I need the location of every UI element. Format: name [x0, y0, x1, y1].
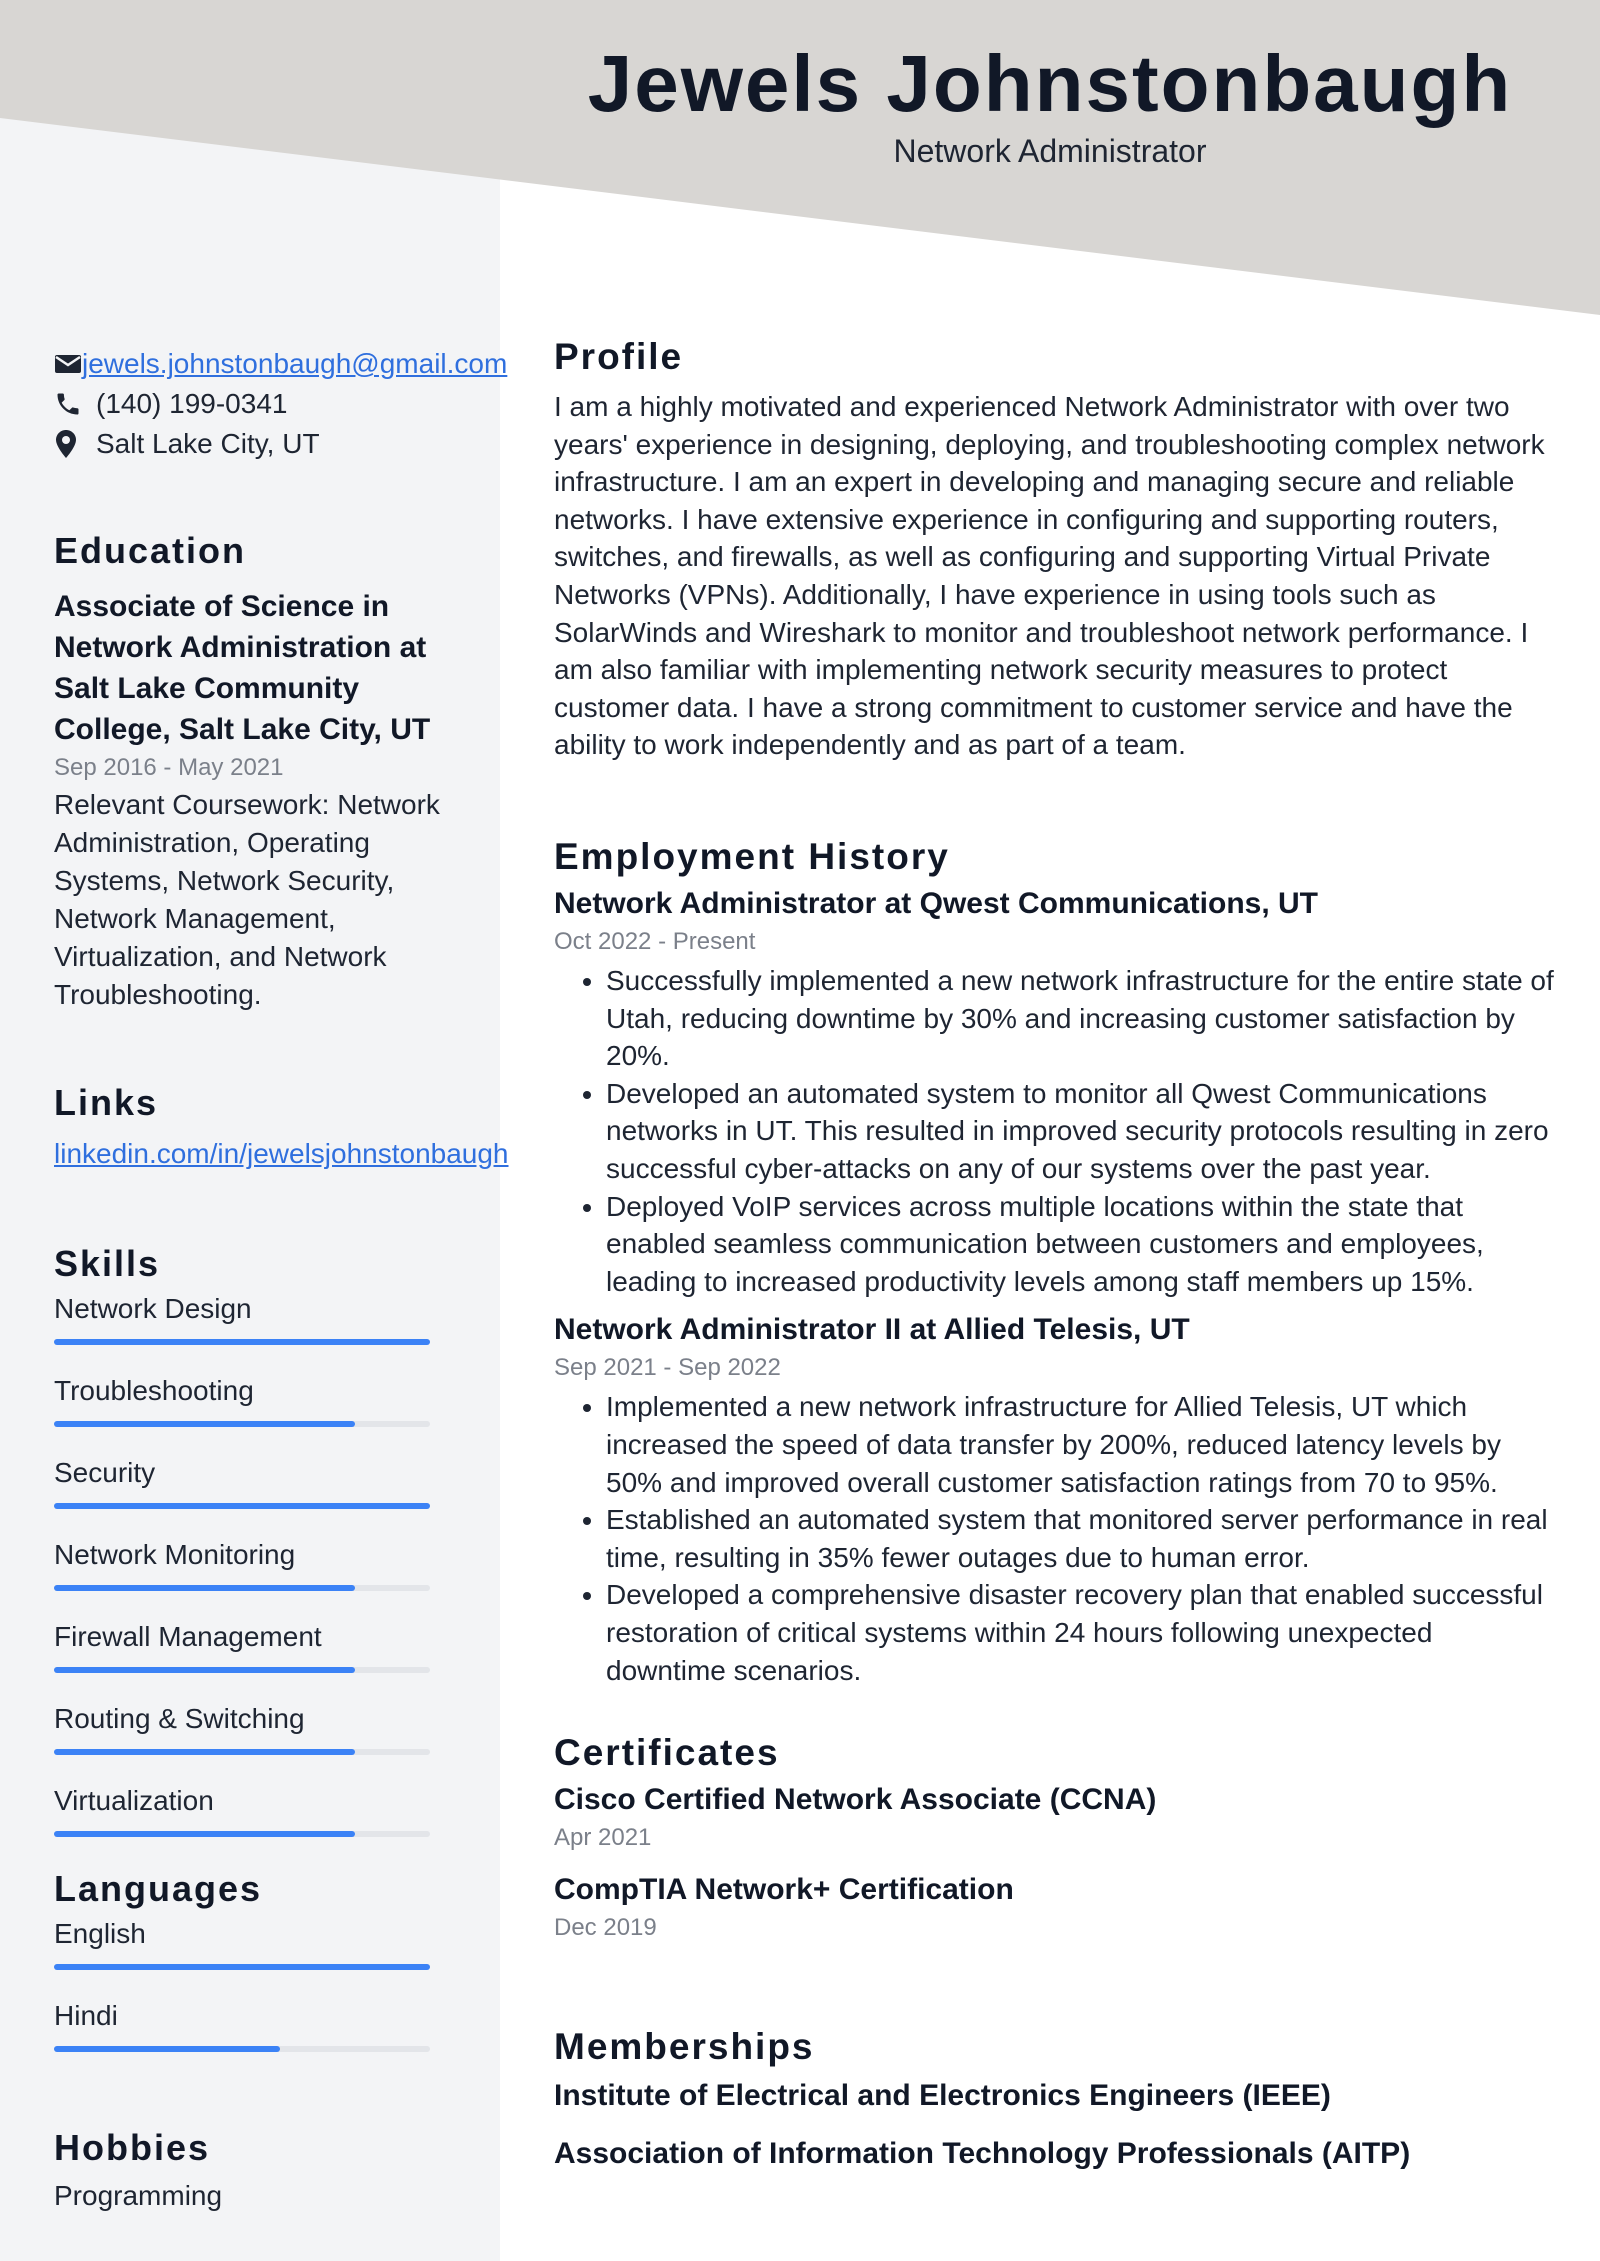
education-degree: Associate of Science in Network Administration at Salt Lake Community College, Salt Lake City, UT — [54, 590, 431, 746]
job-bullet: • Deployed VoIP services across multiple locations within the state that enabled seamless communication between customers and employees, leading to increased productivity levels among staff members up 15%. — [606, 1188, 1554, 1301]
envelope-icon — [54, 353, 82, 375]
job-bullet: • Developed an automated system to monitor all Qwest Communications networks in UT. This resulted in improved security protocols resulting in zero successful cyber-attacks on any of our systems over the past year. — [606, 1075, 1554, 1188]
phone-icon — [54, 390, 96, 418]
memberships-heading: Memberships — [554, 2026, 815, 2067]
job-entry — [554, 884, 1554, 1300]
skill-level-fill — [54, 1749, 355, 1755]
skills-list — [54, 1289, 494, 1837]
email-link[interactable]: jewels.johnstonbaugh@gmail.com — [82, 348, 508, 379]
links-section — [54, 1082, 509, 1170]
languages-section — [54, 1868, 494, 2078]
employment-heading: Employment History — [554, 836, 950, 877]
profile-heading: Profile — [554, 336, 684, 377]
certificate-name: CompTIA Network+ Certification — [554, 1873, 1014, 1906]
contact-phone-row — [54, 384, 494, 424]
candidate-name: Jewels Johnstonbaugh — [587, 39, 1513, 128]
skill-name: Firewall Management — [54, 1621, 322, 1652]
skill-name: Routing & Switching — [54, 1703, 305, 1734]
certificate-entry — [554, 1870, 1554, 1946]
skill-level-fill — [54, 1503, 430, 1509]
skill-item — [54, 1617, 494, 1673]
profile-text: I am a highly motivated and experienced Network Administrator with over two years' experience in designing, deploying, and troubleshooting complex network infrastructure. I am an expert in developing and managing secure and reliable networks. I have extensive experience in configuring and supporting routers, switches, and firewalls, as well as configuring and supporting Virtual Private Networks (VPNs). Additionally, I have experience in using tools such as SolarWinds and Wireshark to monitor and troubleshoot network performance. I am also familiar with implementing network security measures to protect customer data. I have a strong commitment to customer service and have the ability to work independently and as part of a team. — [554, 391, 1545, 761]
job-dates: Sep 2021 - Sep 2022 — [554, 1354, 781, 1382]
language-level-bar — [54, 2046, 430, 2052]
membership-item: Association of Information Technology Professionals (AITP) — [554, 2137, 1411, 2170]
skill-name: Network Design — [54, 1293, 252, 1324]
skill-level-bar — [54, 1585, 430, 1591]
education-description: Relevant Coursework: Network Administration, Operating Systems, Network Security, Network Management, Virtualization, and Network Troubleshooting. — [54, 789, 440, 1010]
skill-level-fill — [54, 1667, 355, 1673]
contact-location-row — [54, 424, 494, 464]
job-entry — [554, 1310, 1554, 1689]
linkedin-link[interactable]: linkedin.com/in/jewelsjohnstonbaugh — [54, 1138, 509, 1169]
memberships-section — [554, 2026, 1554, 2192]
skill-level-bar — [54, 1339, 430, 1345]
skill-name: Security — [54, 1457, 156, 1488]
skill-item — [54, 1699, 494, 1755]
skill-item — [54, 1371, 494, 1427]
skill-level-bar — [54, 1421, 430, 1427]
certificates-heading: Certificates — [554, 1732, 780, 1773]
skill-name: Troubleshooting — [54, 1375, 254, 1406]
skill-level-bar — [54, 1831, 430, 1837]
job-bullet: • Developed a comprehensive disaster recovery plan that enabled successful restoration of critical systems within 24 hours following unexpected downtime scenarios. — [606, 1576, 1554, 1689]
language-name: English — [54, 1918, 146, 1949]
profile-section — [554, 336, 1554, 764]
language-item — [54, 1996, 494, 2052]
links-heading: Links — [54, 1082, 159, 1123]
job-bullet: • Successfully implemented a new network infrastructure for the entire state of Utah, reducing downtime by 30% and increasing customer satisfaction by 20%. — [606, 962, 1554, 1075]
job-title: Network Administrator at Qwest Communications, UT — [554, 887, 1318, 920]
skill-item — [54, 1453, 494, 1509]
job-bullet: • Implemented a new network infrastructure for Allied Telesis, UT which increased the speed of data transfer by 200%, reduced latency levels by 50% and improved overall customer satisfaction ratings from 70 to 95%. — [606, 1388, 1554, 1501]
job-title: Network Administrator II at Allied Telesis, UT — [554, 1313, 1190, 1347]
skill-level-fill — [54, 1421, 355, 1427]
map-pin-icon — [54, 429, 96, 459]
hobbies-heading: Hobbies — [54, 2127, 211, 2168]
education-section — [54, 530, 494, 1014]
job-dates: Oct 2022 - Present — [554, 928, 756, 955]
job-bullet: • Established an automated system that monitored server performance in real time, resulting in 35% fewer outages due to human error. — [606, 1501, 1554, 1576]
skill-level-fill — [54, 1339, 430, 1345]
employment-section — [554, 836, 1554, 1689]
skill-level-fill — [54, 1831, 355, 1837]
language-item — [54, 1914, 494, 1970]
job-bullets — [554, 962, 1554, 1300]
skill-item — [54, 1289, 494, 1345]
contact-email-row — [54, 344, 508, 384]
languages-list — [54, 1914, 494, 2052]
language-level-bar — [54, 1964, 430, 1970]
hobbies-section — [54, 2127, 494, 2215]
skill-level-bar — [54, 1749, 430, 1755]
languages-heading: Languages — [54, 1868, 263, 1909]
skill-level-bar — [54, 1503, 430, 1509]
skills-heading: Skills — [54, 1243, 161, 1284]
certificates-section — [554, 1732, 1554, 1946]
language-level-fill — [54, 2046, 280, 2052]
certificate-name: Cisco Certified Network Associate (CCNA) — [554, 1783, 1157, 1816]
contact-section — [54, 344, 508, 464]
skill-item — [54, 1535, 494, 1591]
certificate-date: Dec 2019 — [554, 1914, 657, 1941]
job-bullets — [554, 1388, 1554, 1689]
job-title-header: Network Administrator — [893, 133, 1207, 169]
skill-level-bar — [54, 1667, 430, 1673]
language-name: Hindi — [54, 2000, 118, 2031]
hobby-item: Programming — [54, 2180, 223, 2211]
skill-name: Network Monitoring — [54, 1539, 296, 1570]
phone-text: (140) 199-0341 — [96, 388, 288, 419]
location-text: Salt Lake City, UT — [96, 428, 320, 459]
skills-section — [54, 1243, 494, 1863]
skill-level-fill — [54, 1585, 355, 1591]
certificate-entry — [554, 1780, 1554, 1856]
skill-item — [54, 1781, 494, 1837]
language-level-fill — [54, 1964, 430, 1970]
skill-name: Virtualization — [54, 1785, 214, 1816]
membership-item: Institute of Electrical and Electronics Engineers (IEEE) — [554, 2079, 1331, 2112]
education-heading: Education — [54, 530, 247, 571]
certificate-date: Apr 2021 — [554, 1824, 652, 1851]
education-dates: Sep 2016 - May 2021 — [54, 754, 284, 781]
